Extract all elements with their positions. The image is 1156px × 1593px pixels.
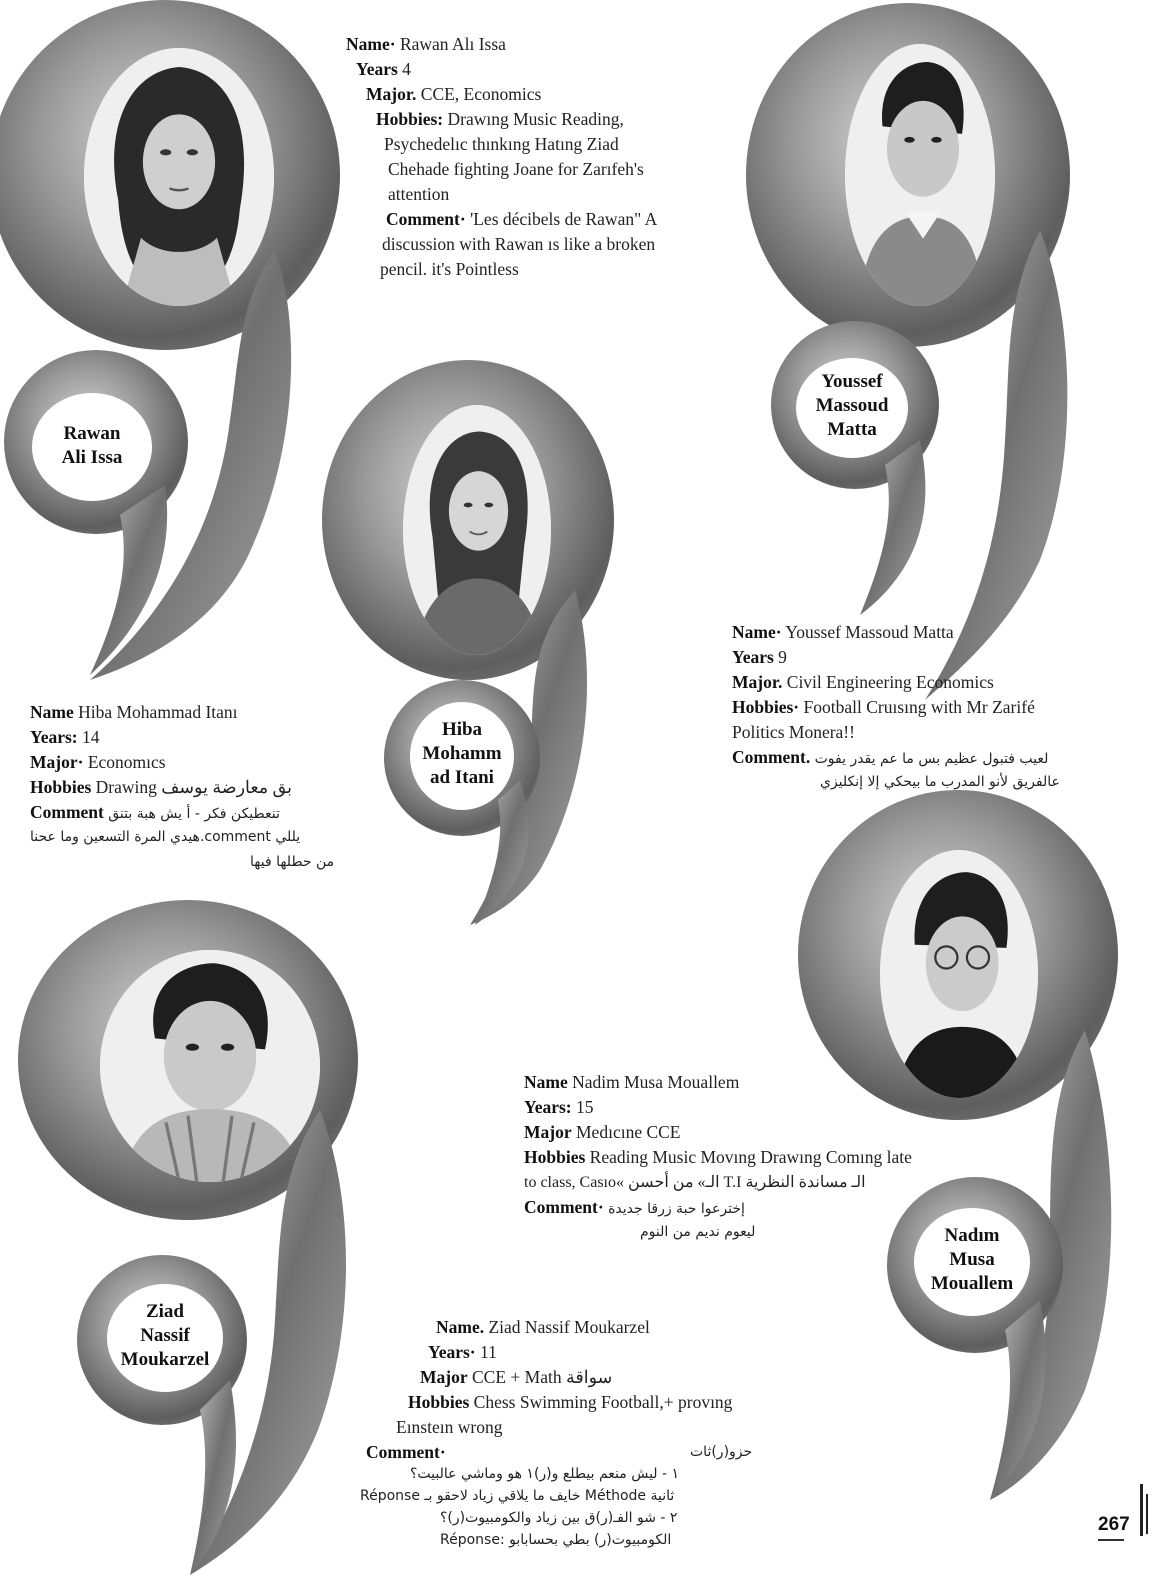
label-youssef: Youssef Massoud Matta: [815, 371, 889, 440]
page-number-bar-thin: [1146, 1494, 1148, 1534]
yearbook-page: Rawan Ali Issa Youssef Massoud Matta Hiba Mohamm ad Itani Nadım Musa Mouallem Ziad Nassif Moukarzel Name· Rawan Alı Issa Years 4 Major. CCE, Economics Hobbies: Drawıng Music Reading, Psychedelıc thınkıng Hatıng Ziad Chehade fighting Joane for Zarıfeh's attention Comment· 'Les décibels de Rawan" A discussion with Rawan ıs like a broken pencil. it's Pointless Name· Youssef Massoud Matta Years 9 Major. Civil Engineering Economics Hobbies· Football Cruısıng with Mr Zarifé Politics Monera!! Comment. لعيب فتبول عظيم بس ما عم يقدر يفوت عالفريق لأنو المدرب ما بيحكي إلا إنكليزي Name Hiba Mohammad Itanı Years: 14 Major· Economıcs Hobbies Drawing بق معارضة يوسف Comment تنعطيكن فكر - أ يش هبة بتنق هيدي المرة التسعين وما عحنا.comment يللي من حطلها فيها Name Nadim Musa Mouallem Years: 15 Major Medıcıne CCE Hobbies Reading Music Movıng Drawıng Comıng late to class, Casıo« الـ» من أحسن T.I الـ مساندة النظرية Comment· إخترعوا حبة زرقا جديدة ليعوم نديم من النوم Name. Ziad Nassif Moukarzel Years· 11 Major CCE + Math سواقة Hobbies Chess Swimming Football,+ provıng Eınsteın wrong Comment· حزو(ر)ثات ١ - ليش منعم بيطلع و(ر)١ هو وماشي عالبيت؟ Réponse خايف ما يلاقي زياد لاحقو بـ Méthode ثانية ٢ - شو الفـ(ر)ق بين زياد والكومبيوت(ر)؟ Réponse: الكومبيوت(ر) بطي بحسابابو 267: [0, 0, 1156, 1593]
page-number-bar: [1140, 1484, 1143, 1536]
page-number: 267: [1098, 1514, 1130, 1535]
portrait-rawan: [84, 48, 274, 306]
label-nadim: Nadım Musa Mouallem: [930, 1225, 1014, 1294]
label-ziad: Ziad Nassif Moukarzel: [120, 1301, 210, 1370]
label-rawan: Rawan Ali Issa: [61, 423, 123, 468]
portrait-ziad: [100, 950, 320, 1182]
page-number-underline: [1098, 1539, 1124, 1541]
label-hiba: Hiba Mohamm ad Itani: [422, 719, 502, 788]
portrait-hiba: [403, 405, 551, 655]
portrait-youssef: [845, 44, 995, 306]
portrait-nadim: [880, 850, 1038, 1098]
